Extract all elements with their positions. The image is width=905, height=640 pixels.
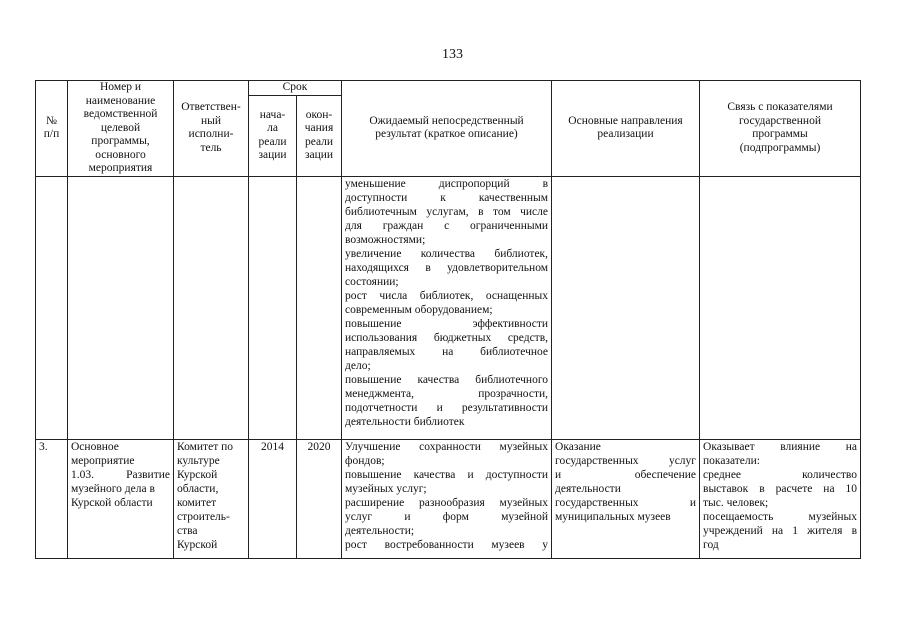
cell-start <box>249 176 297 439</box>
header-end: окон- чания реали зации <box>297 96 342 177</box>
header-indicators: Связь с показателями государственной программы (подпрограммы) <box>700 81 861 177</box>
header-start: нача- ла реали зации <box>249 96 297 177</box>
cell-directions <box>552 176 700 439</box>
cell-name <box>68 176 174 439</box>
table-row <box>36 176 861 439</box>
header-name: Номер и наименование ведомственной целевой программы, основного мероприятия <box>68 81 174 177</box>
cell-result: уменьшение диспропорций в доступности к качественным библиотечным услугам, в том числе для граждан с ограниченными возможностями; увеличение количества библиотек, находящихся в удовлетворительном состоянии; рост числа библиотек, оснащенных современным оборудованием; повышение эффективности использования бюджетных средств, направляемых на библиотечное дело; повышение качества библиотечного менеджмента, прозрачности, подотчетности и результативности деятельности библиотек <box>342 176 552 439</box>
header-directions: Основные направления реализации <box>552 81 700 177</box>
header-num: № п/п <box>36 81 68 177</box>
cell-indicators: Оказывает влияние на показатели: среднее количество выставок в расчете на 10 тыс. человек; посещаемость музейных учреждений на 1 жителя в год <box>700 439 861 558</box>
header-result: Ожидаемый непосредственный результат (краткое описание) <box>342 81 552 177</box>
program-table <box>35 80 861 559</box>
header-term: Срок <box>249 81 342 96</box>
cell-num: 3. <box>36 439 68 558</box>
cell-responsible: Комитет по культуре Курской области, комитет строитель- ства Курской <box>174 439 249 558</box>
cell-end: 2020 <box>297 439 342 558</box>
cell-start: 2014 <box>249 439 297 558</box>
cell-end <box>297 176 342 439</box>
cell-responsible <box>174 176 249 439</box>
cell-num <box>36 176 68 439</box>
cell-indicators <box>700 176 861 439</box>
page-number: 133 <box>442 47 463 62</box>
cell-name: Основное мероприятие 1.03. Развитие музейного дела в Курской области <box>68 439 174 558</box>
cell-result: Улучшение сохранности музейных фондов; повышение качества и доступности музейных услуг; расширение разнообразия музейных услуг и форм музейной деятельности; рост востребованности музеев у <box>342 439 552 558</box>
header-responsible: Ответствен- ный исполни- тель <box>174 81 249 177</box>
table-row <box>36 439 861 558</box>
cell-directions: Оказание государственных услуг и обеспечение деятельности государственных и муниципальных музеев <box>552 439 700 558</box>
